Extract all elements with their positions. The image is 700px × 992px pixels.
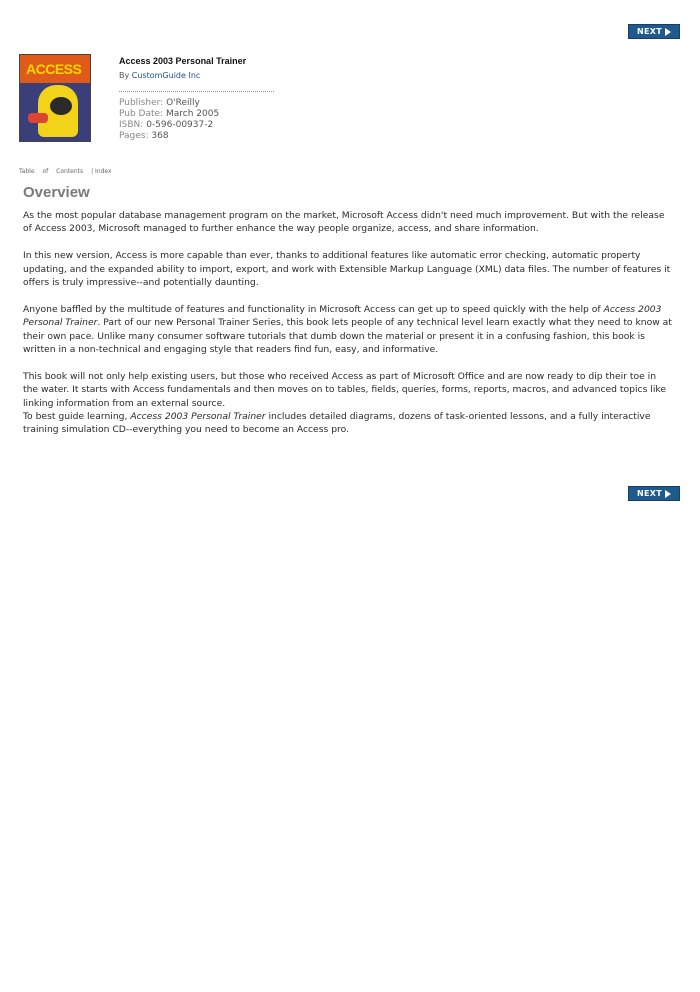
toc-link-contents[interactable]: Contents <box>56 168 84 175</box>
next-button-top[interactable] <box>628 24 680 39</box>
overview-paragraph-2: In this new version, Access is more capable than ever, thanks to additional features like automatic error checking, automatic property updating, and the expanded ability to import, export, and work with Extensible Markup Language (XML) data files. The number of features it offers is truly impressive--and potentially daunting. <box>23 250 671 289</box>
pages-label: Pages: <box>119 131 149 141</box>
p4-text-b2: includes detailed diagrams, dozens of task-oriented lessons, and a fully interactive training simulation CD--everything you need to become an Access pro. <box>23 411 651 436</box>
cover-figure-accent <box>28 113 48 123</box>
cover-figure-detail <box>50 97 72 115</box>
isbn-row <box>119 120 213 130</box>
pages-value: 368 <box>151 131 169 141</box>
overview-paragraph-4 <box>23 370 673 437</box>
by-prefix: By <box>119 71 130 80</box>
divider <box>119 91 274 92</box>
p3-text-b: . Part of our new Personal Trainer Series, this book lets people of any technical level learn exactly what they need to know at their own pace. Unlike many consumer software tutorials that dumb down the material or present it in a confusing fashion, this book is written in a non-technical and engaging style that readers find fun, easy, and informative. <box>23 317 672 356</box>
toc-link-of[interactable]: of <box>42 168 49 175</box>
book-cover-image[interactable] <box>19 54 91 142</box>
toc-link-table[interactable]: Table <box>19 168 35 175</box>
p4-text-b1: To best guide learning, <box>23 411 131 423</box>
book-title: Access 2003 Personal Trainer <box>119 56 247 66</box>
overview-heading: Overview <box>23 184 90 201</box>
publisher-value: O'Reilly <box>166 98 200 108</box>
arrow-right-icon <box>665 28 671 36</box>
p3-book-title: Access 2003 Personal Trainer <box>23 303 662 329</box>
author-link[interactable]: CustomGuide Inc <box>131 71 201 80</box>
isbn-label: ISBN: <box>119 120 144 130</box>
isbn-value: 0-596-00937-2 <box>146 120 214 130</box>
publisher-label: Publisher: <box>119 98 164 108</box>
publisher-row <box>119 98 200 108</box>
next-label: NEXT <box>637 489 662 498</box>
pages-row <box>119 131 169 141</box>
p3-text-a: Anyone baffled by the multitude of features and functionality in Microsoft Access can get up to speed quickly with the help of <box>23 303 604 315</box>
cover-title-text: ACCESS <box>26 61 82 77</box>
overview-content <box>23 209 673 450</box>
p4-book-title: Access 2003 Personal Trainer <box>130 411 266 423</box>
overview-paragraph-3 <box>23 303 673 357</box>
toc-links <box>19 168 118 175</box>
next-button-bottom[interactable] <box>628 486 680 501</box>
toc-link-index[interactable]: | Index <box>91 168 112 175</box>
pubdate-row <box>119 109 219 119</box>
p4-text-a: This book will not only help existing users, but those who received Access as part of Microsoft Office and are now ready to dip their toe in the water. It starts with Access fundamentals and then moves on to tables, fields, queries, forms, reports, macros, and advanced topics like linking information from an external source. <box>23 370 667 409</box>
pubdate-value: March 2005 <box>165 109 220 119</box>
pubdate-label: Pub Date: <box>119 109 164 119</box>
arrow-right-icon <box>665 490 671 498</box>
book-byline <box>119 71 200 80</box>
next-label: NEXT <box>637 27 662 36</box>
overview-paragraph-1: As the most popular database management program on the market, Microsoft Access didn't need much improvement. But with the release of Access 2003, Microsoft managed to further enhance the way people organize, access, and share information. <box>23 210 665 235</box>
